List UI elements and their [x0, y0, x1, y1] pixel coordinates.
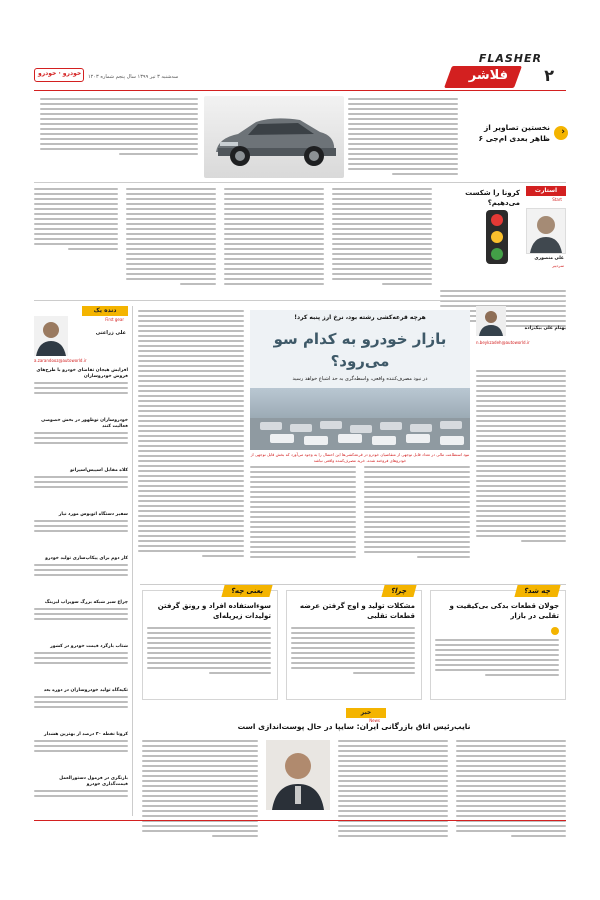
feature-title: بازار خودرو به کدام سو می‌رود؟: [273, 330, 447, 370]
author-name: علی منصوری: [534, 256, 564, 261]
top-story: [34, 96, 566, 182]
feature-text-col3: [250, 466, 356, 561]
first-gear-author-photo: [34, 316, 68, 356]
issue-date: سه‌شنبه ۳ تیر ۱۳۹۹ سال پنجم شماره ۱۲۰۳: [88, 74, 179, 80]
first-gear-email: a.zarandooz@autoworld.ir: [34, 358, 87, 363]
box-badge: چرا؟: [382, 585, 417, 597]
box-title: جولان قطعات بدکی بی‌کیفیت و تقلبی در بازار: [449, 602, 559, 620]
start-text-col4: [126, 188, 216, 288]
footer-rule: [34, 820, 566, 821]
mg6-car-image: [204, 96, 344, 178]
section-title: فلاشر: [468, 68, 508, 83]
feature-author-email: n.beykzadeh@autoworld.ir: [476, 340, 530, 345]
start-text-col3: [224, 188, 324, 288]
first-gear-author: علی زراعتی: [95, 330, 126, 336]
news-badge-en: News: [369, 718, 380, 723]
author-photo: [526, 208, 566, 254]
start-title: کرونا را شکست می‌دهیم؟: [465, 189, 520, 207]
news-title: نایب‌رئیس اتاق بازرگانی ایران: سایپا در حال پوست‌اندازی است: [237, 722, 471, 731]
news-text-col2: [338, 740, 448, 840]
start-badge-en: Start: [552, 197, 562, 202]
list-item: چراغ سبز شبکه بزرگ سوپراپ لیزینگ: [34, 600, 128, 620]
list-item: کار دوم برای پیکاپ‌سازی تولید خودرو: [34, 556, 128, 576]
list-item: شتاب بازگرد قیمت خودرو در کشور: [34, 644, 128, 664]
newspaper-logo-text: خودرو · خودرو: [38, 70, 82, 77]
feature-author-name: بهنام علی بیک‌زاده: [524, 326, 566, 331]
list-item: کرونا نقطه ۳۰ درصد از بهترین هشدار: [34, 732, 128, 752]
list-item: کلاه مقابل اسپیس‌اسپرانو: [34, 468, 128, 488]
author-role: سردبیر: [552, 263, 564, 268]
news-badge: خبر: [346, 708, 386, 718]
box-badge: چه شد؟: [515, 585, 561, 597]
news-text-col1: [456, 740, 566, 840]
traffic-light-icon: [486, 210, 508, 264]
feature-caption: نبود استطاعت مالی در تعداد قابل توجهی از متقاضیان خودرو در قرعه‌کشی‌ها این احتمال را به وجود می‌آورد که بخش قابل توجهی از خودروهای فروخته شده، خرید مصرف‌کننده واقعی نباشد: [250, 452, 470, 463]
top-story-text-col2: [40, 98, 198, 158]
feature-author: [476, 306, 566, 366]
box-why: [286, 587, 422, 700]
start-text-col5: [34, 188, 118, 253]
news-person-photo: [266, 740, 330, 810]
divider: [34, 300, 566, 301]
car-illustration: [204, 96, 344, 178]
list-item: بازنگری در فرمول دستور‌العمل قیمت‌گذاری خودرو: [34, 776, 128, 797]
start-text-col2: [332, 188, 432, 288]
list-item: سفیر دستگاه اتوبوس مورد نیاز: [34, 512, 128, 532]
first-gear-badge-en: First gear: [105, 317, 124, 322]
box-title: مشکلات تولید و اوج گرفتن عرضه قطعات تقلبی: [299, 602, 415, 620]
box-title: سوءاستفاده افراد و رونق گرفتن تولیدات زیرپله‌ای: [157, 602, 271, 620]
cars-photo-illustration: [250, 388, 470, 450]
top-story-text-col1: [348, 98, 458, 178]
start-column: [440, 186, 566, 286]
list-item: تکیه‌گاه تولید خودروسازان در دوره بعد: [34, 688, 128, 708]
top-story-title: نخستین تصاویر از ظاهر بعدی ام‌جی ۶: [478, 123, 550, 143]
first-gear-badge: دنده یک: [82, 306, 128, 316]
list-item: افزایش هیجان تقاضای خودرو با طرح‌های فروش خودروسازان: [34, 368, 128, 394]
box-meaning: [142, 587, 278, 700]
box-what-happened: [430, 587, 566, 700]
news-text-col3: [142, 740, 258, 840]
first-gear-list: [34, 368, 128, 807]
top-story-title-block: ‹ نخستین تصاویر از ظاهر بعدی ام‌جی ۶: [466, 122, 566, 156]
parking-lot-photo: [250, 388, 470, 450]
start-badge: استارت: [526, 186, 566, 196]
feature-text-col4: [138, 310, 244, 560]
divider: [132, 306, 133, 816]
divider: [140, 584, 566, 585]
brand-flasher: FLASHER: [478, 52, 542, 65]
feature-text-col2: [364, 466, 470, 561]
first-gear-sidebar: [34, 306, 128, 816]
feature-text-col1: [476, 370, 566, 545]
news-badge-row: [142, 708, 566, 723]
feature-kicker: هرچه قرعه‌کشی رشته بود، نرخ ارز پنبه کرد!: [294, 314, 426, 321]
feature-header-block: [250, 310, 470, 450]
box-badge: یعنی چه؟: [221, 585, 273, 597]
header-rule: [34, 90, 566, 91]
arrow-icon: [551, 627, 559, 635]
divider: [34, 182, 566, 183]
list-item: خودروسازان نوظهور در بخش خصوصی فعالیت کنند: [34, 418, 128, 444]
feature-subtitle: در نبود مصرف‌کننده واقعی، واسطه‌گری به حد اشباع خواهد رسید: [292, 376, 428, 382]
page-number: ۲: [544, 66, 554, 85]
feature-author-photo: [476, 306, 506, 336]
